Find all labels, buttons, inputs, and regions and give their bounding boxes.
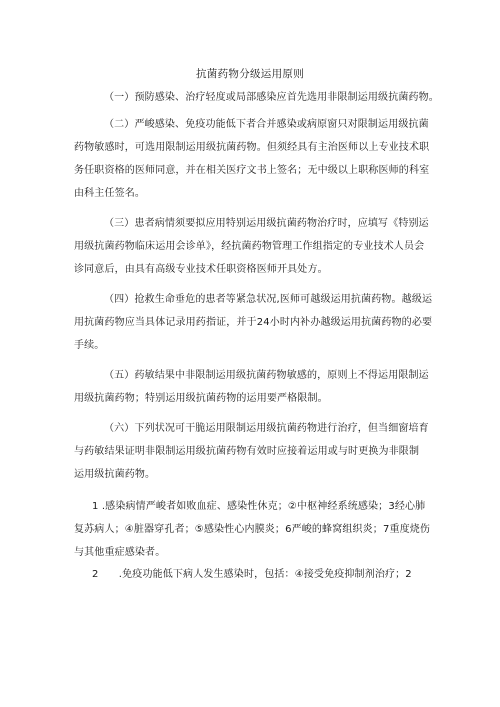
list-item-2-line-1: 2 .免疫功能低下病人发生感染时，包括：④接受免疫抑制剂治疗；2 bbox=[92, 569, 412, 580]
paragraph-6-line-1: （六）下列状况可干脆运用限制运用级抗菌药物进行治疗，但当细窗培育 bbox=[104, 423, 429, 434]
paragraph-3-line-1: （三）患者病情须要拟应用特别运用级抗菌药物治疗时，应填写《特别运 bbox=[104, 218, 429, 229]
paragraph-6-line-3: 运用级抗菌药物。 bbox=[74, 469, 156, 480]
list-item-1-line-1: 1 .感染病情严峻者如败血症、感染性休克；②中枢神经系统感染；3经心肺 bbox=[92, 501, 426, 512]
paragraph-4-line-2: 用抗菌药物应当具体记录用药指证，并于24小时内补办越级运用抗菌药物的必要 bbox=[74, 317, 433, 328]
paragraph-3-line-3: 诊同意后，由具有高级专业技术任职资格医师开具处方。 bbox=[74, 264, 328, 275]
list-item-1-line-2: 复苏病人；④脏器穿孔者；⑤感染性心内膜炎；6严峻的蜂窝组织炎；7重度烧伤 bbox=[74, 524, 431, 535]
document-title: 抗菌药物分级运用原则 bbox=[196, 68, 304, 80]
paragraph-4-line-1: （四）抢救生命垂危的患者等紧急状况,医师可越级运用抗菌药物。越级运 bbox=[104, 294, 433, 305]
paragraph-5-line-1: （五）药敏结果中非限制运用级抗菌药物敏感的，原则上不得运用限制运 bbox=[104, 370, 429, 381]
paragraph-5-line-2: 用级抗菌药物；特别运用级抗菌药物的运用要严格限制。 bbox=[74, 393, 328, 404]
paragraph-2-line-2: 药物敏感时，可选用限制运用级抗菌药物。但须经具有主治医师以上专业技术职 bbox=[74, 142, 430, 153]
paragraph-2-line-3: 务任职资格的医师同意，并在相关医疗文书上签名；无中级以上职称医师的科室 bbox=[74, 165, 430, 176]
paragraph-2-line-1: （二）严峻感染、免疫功能低下者合并感染或病原窗只对限制运用级抗菌 bbox=[104, 119, 429, 130]
paragraph-4-line-3: 手续。 bbox=[74, 340, 105, 351]
paragraph-6-line-2: 与药敏结果证明非限制运用级抗菌药物有效时应接着运用或与时更换为非限制 bbox=[74, 446, 420, 457]
paragraph-3-line-2: 用级抗菌药物临床运用会诊单》，经抗菌药物管理工作组指定的专业技术人员会 bbox=[74, 241, 425, 252]
paragraph-1-line-1: （一）预防感染、治疗轻度或局部感染应首先选用非限制运用级抗菌药物。 bbox=[104, 92, 439, 103]
list-item-1-line-3: 与其他重症感染者。 bbox=[74, 547, 166, 558]
paragraph-2-line-4: 由科主任签名。 bbox=[74, 188, 146, 199]
